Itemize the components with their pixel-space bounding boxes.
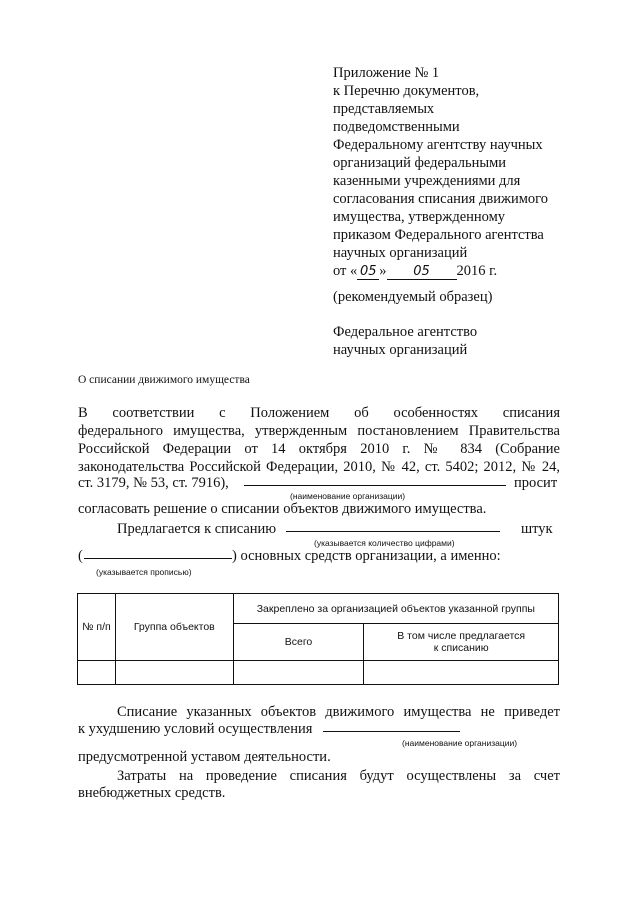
table-cell[interactable]: [233, 661, 364, 685]
table-cell[interactable]: [115, 661, 233, 685]
col-header-number: № п/п: [78, 594, 116, 661]
table-header-row: [78, 594, 559, 624]
document-subject: О списании движимого имущества: [78, 374, 250, 386]
count-words-blank[interactable]: [84, 546, 232, 559]
para2-open-paren: (: [78, 548, 83, 564]
para2-continuation: ) основных средств организации, а именно:: [232, 548, 501, 564]
org-name-blank[interactable]: [244, 473, 506, 486]
para1-last-line: согласовать решение о списании объектов движимого имущества.: [78, 501, 487, 517]
subheader-proposed-line: В том числе предлагается: [397, 630, 526, 642]
appendix-line: Федеральному агентству научных: [333, 137, 543, 153]
appendix-line: научных организаций: [333, 245, 468, 261]
para1-line5-start: ст. 3179, № 53, ст. 7916),: [78, 475, 229, 491]
closing-line: Списание указанных объектов движимого имущества не приведет: [117, 704, 560, 720]
para2-end: штук: [521, 521, 553, 537]
para1-line: Российской Федерации от 14 октября 2010 г. № 834 (Собрание: [78, 441, 560, 457]
addressee-line: Федеральное агентство: [333, 324, 478, 340]
para1-line: федерального имущества, утвержденным постановлением Правительства: [78, 423, 560, 439]
appendix-line: к Перечню документов,: [333, 83, 480, 99]
table-cell[interactable]: [364, 661, 559, 685]
appendix-line: подведомственными: [333, 119, 460, 135]
col-header-group: Группа объектов: [115, 594, 233, 661]
appendix-line: имущества, утвержденному: [333, 209, 506, 225]
addressee: [333, 323, 477, 359]
appendix-line: казенными учреждениями для: [333, 173, 521, 189]
caption-org-name: (наименование организации): [290, 491, 406, 501]
closing-line: Затраты на проведение списания будут осуществлены за счет: [117, 768, 560, 784]
table-cell[interactable]: [78, 661, 116, 685]
appendix-line: Приложение № 1: [333, 65, 440, 81]
closing-line: внебюджетных средств.: [78, 785, 226, 801]
closing-line: предусмотренной уставом деятельности.: [78, 749, 331, 765]
appendix-header: [333, 64, 573, 280]
date-suffix: 2016 г.: [456, 263, 498, 279]
caption-count-digits: (указывается количество цифрами): [314, 538, 455, 548]
closing-org-name-blank[interactable]: [323, 719, 460, 732]
appendix-date: [333, 262, 573, 280]
closing-caption-org-name: (наименование организации): [402, 738, 518, 748]
table-row: [78, 661, 559, 685]
handwritten-day: 05: [357, 265, 379, 280]
para1-line: В соответствии с Положением об особенностях списания: [78, 405, 560, 421]
closing-line2-start: к ухудшению условий осуществления: [78, 721, 313, 737]
addressee-line: научных организаций: [333, 342, 468, 358]
col-header-assigned: Закреплено за организацией объектов указанной группы: [233, 594, 558, 624]
recommended-sample-note: (рекомендуемый образец): [333, 289, 493, 305]
para1-line5-end: просит: [514, 475, 558, 491]
subheader-proposed-line: к списанию: [433, 642, 489, 654]
count-digits-blank[interactable]: [286, 519, 500, 532]
appendix-line: согласования списания движимого: [333, 191, 549, 207]
subheader-proposed: [364, 624, 559, 661]
handwritten-month: 05: [387, 265, 457, 280]
para2-start: Предлагается к списанию: [117, 521, 277, 537]
date-mid: »: [379, 263, 387, 279]
appendix-line: представляемых: [333, 101, 435, 117]
appendix-line: приказом Федерального агентства: [333, 227, 544, 243]
date-prefix: от «: [333, 263, 358, 279]
subheader-total: Всего: [233, 624, 364, 661]
para1-line: законодательства Российской Федерации, 2010, № 42, ст. 5402; 2012, № 24,: [78, 459, 560, 475]
objects-table: [77, 593, 559, 685]
appendix-line: организаций федеральными: [333, 155, 507, 171]
caption-in-words: (указывается прописью): [96, 567, 192, 577]
